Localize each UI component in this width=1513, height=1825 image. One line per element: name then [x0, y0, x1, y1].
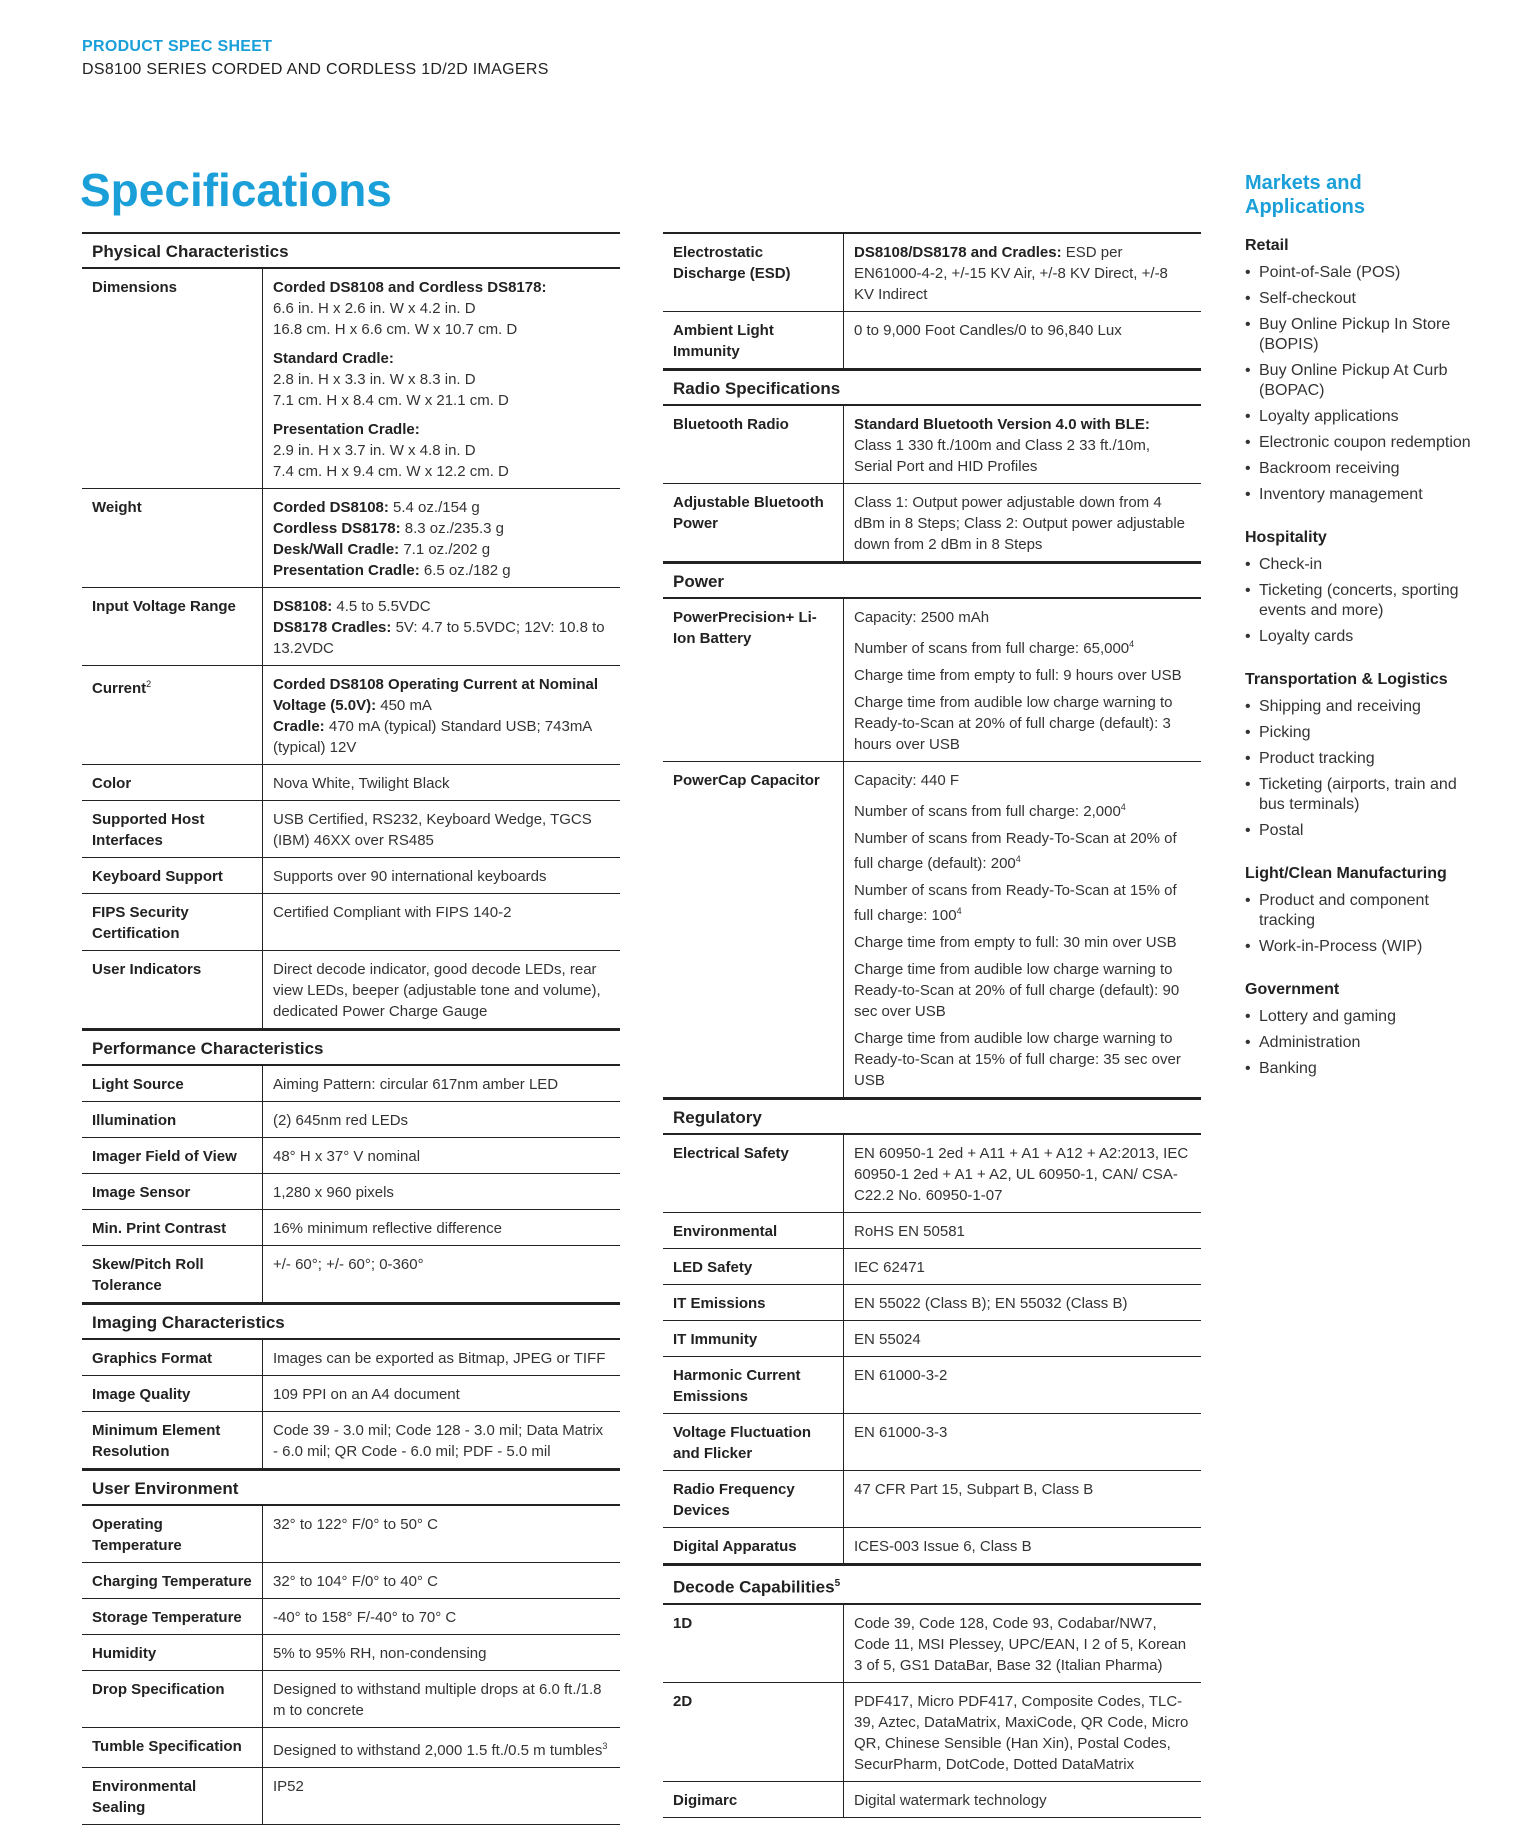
spec-row-keyboard	[82, 858, 620, 894]
market-list	[1245, 891, 1475, 957]
spec-label: Keyboard Support	[82, 858, 263, 893]
sidebar-groups	[1245, 235, 1475, 1079]
spec-row-dimensions	[82, 269, 620, 489]
market-item: • Check-in	[1245, 555, 1475, 575]
spec-label: Adjustable Bluetooth Power	[663, 484, 844, 561]
market-item: • Product and component tracking	[1245, 891, 1475, 931]
spec-row-fips	[82, 894, 620, 951]
market-item: • Lottery and gaming	[1245, 1007, 1475, 1027]
environment-heading: User Environment	[82, 1469, 620, 1506]
header-subtitle: DS8100 SERIES CORDED AND CORDLESS 1D/2D IMAGERS	[82, 61, 549, 78]
spec-row	[663, 1683, 1201, 1782]
spec-label: Graphics Format	[82, 1340, 263, 1375]
spec-row-esd	[663, 232, 1201, 312]
current-value: 470 mA (typical) Standard USB; 743mA (typical) 12V	[273, 718, 592, 756]
market-item: • Banking	[1245, 1059, 1475, 1079]
spec-label: Input Voltage Range	[82, 588, 263, 665]
market-item: • Inventory management	[1245, 485, 1475, 505]
dimension-line: 7.4 cm. H x 9.4 cm. W x 12.2 cm. D	[273, 463, 509, 480]
spec-label: Imager Field of View	[82, 1138, 263, 1173]
spec-label: PowerPrecision+ Li-Ion Battery	[663, 599, 844, 761]
current-value: 450 mA	[376, 697, 432, 714]
spec-label: Dimensions	[82, 269, 263, 488]
spec-label: Bluetooth Radio	[663, 406, 844, 483]
spec-label: Ambient Light Immunity	[663, 312, 844, 368]
capacitor-line: Charge time from audible low charge warning to Ready-to-Scan at 15% of full charge: 35 sec over USB	[854, 1030, 1181, 1089]
spec-row	[663, 1471, 1201, 1528]
market-item: • Electronic coupon redemption	[1245, 433, 1475, 453]
spec-label: IT Immunity	[663, 1321, 844, 1356]
spec-label: IT Emissions	[663, 1285, 844, 1320]
spec-label: Light Source	[82, 1066, 263, 1101]
current-key: Cradle:	[273, 718, 325, 735]
spec-value: Nova White, Twilight Black	[273, 775, 450, 792]
spec-row	[663, 1605, 1201, 1683]
market-group	[1245, 527, 1475, 647]
spec-value: -40° to 158° F/-40° to 70° C	[273, 1609, 457, 1626]
spec-row	[82, 1210, 620, 1246]
spec-label: Skew/Pitch Roll Tolerance	[82, 1246, 263, 1302]
market-group	[1245, 979, 1475, 1079]
spec-value: RoHS EN 50581	[854, 1223, 965, 1240]
spec-row	[82, 1246, 620, 1303]
spec-value: IEC 62471	[854, 1259, 925, 1276]
capacitor-line: Charge time from empty to full: 30 min over USB	[854, 934, 1177, 951]
spec-value: EN 55024	[854, 1331, 921, 1348]
spec-row	[663, 1782, 1201, 1818]
performance-heading: Performance Characteristics	[82, 1029, 620, 1066]
spec-value: 32° to 104° F/0° to 40° C	[273, 1573, 438, 1590]
bluetooth-key: Standard Bluetooth Version 4.0 with BLE:	[854, 416, 1150, 433]
spec-value: 109 PPI on an A4 document	[273, 1386, 460, 1403]
spec-row-battery	[663, 599, 1201, 762]
dimension-line: 16.8 cm. H x 6.6 cm. W x 10.7 cm. D	[273, 321, 518, 338]
spec-value	[844, 762, 1201, 1097]
spec-value: EN 61000-3-3	[854, 1424, 948, 1441]
market-group	[1245, 235, 1475, 505]
spec-label: LED Safety	[663, 1249, 844, 1284]
spec-value: Code 39 - 3.0 mil; Code 128 - 3.0 mil; Data Matrix - 6.0 mil; QR Code - 6.0 mil; PDF - 5.0 mil	[273, 1422, 604, 1460]
dimension-heading: Corded DS8108 and Cordless DS8178:	[273, 279, 547, 296]
spec-row	[663, 1213, 1201, 1249]
spec-row	[663, 1528, 1201, 1564]
sidebar-title-line: Markets and	[1245, 172, 1362, 194]
spec-row	[82, 1671, 620, 1728]
market-item: • Buy Online Pickup At Curb (BOPAC)	[1245, 361, 1475, 401]
spec-row-host	[82, 801, 620, 858]
spec-label: 2D	[663, 1683, 844, 1781]
left-column	[82, 232, 620, 1825]
spec-value: 5% to 95% RH, non-condensing	[273, 1645, 487, 1662]
market-item: • Product tracking	[1245, 749, 1475, 769]
market-group	[1245, 863, 1475, 957]
dimension-line: 2.8 in. H x 3.3 in. W x 8.3 in. D	[273, 371, 476, 388]
imaging-heading: Imaging Characteristics	[82, 1303, 620, 1340]
spec-row	[663, 1414, 1201, 1471]
capacitor-line: Charge time from audible low charge warning to Ready-to-Scan at 20% of full charge (default): 90 sec over USB	[854, 961, 1180, 1020]
spec-label	[82, 666, 263, 764]
market-item: • Picking	[1245, 723, 1475, 743]
spec-value	[844, 234, 1201, 311]
spec-value: 32° to 122° F/0° to 50° C	[273, 1516, 438, 1533]
spec-row-bluetooth	[663, 406, 1201, 484]
market-group-heading: Hospitality	[1245, 529, 1327, 546]
spec-value: Direct decode indicator, good decode LEDs, rear view LEDs, beeper (adjustable tone and volume), dedicated Power Charge Gauge	[273, 961, 601, 1020]
market-item: • Loyalty applications	[1245, 407, 1475, 427]
market-item: • Self-checkout	[1245, 289, 1475, 309]
spec-row-voltage	[82, 588, 620, 666]
esd-value: ESD per EN61000-4-2, +/-15 KV Air, +/-8 KV Direct, +/-8 KV Indirect	[854, 244, 1168, 303]
esd-key: DS8108/DS8178 and Cradles:	[854, 244, 1062, 261]
spec-value: Code 39, Code 128, Code 93, Codabar/NW7, Code 11, MSI Plessey, UPC/EAN, I 2 of 5, Korean 3 of 5, GS1 DataBar, Base 32 (Italian Pharma)	[854, 1614, 1187, 1674]
market-list	[1245, 555, 1475, 647]
spec-label: Operating Temperature	[82, 1506, 263, 1562]
dimension-line: 6.6 in. H x 2.6 in. W x 4.2 in. D	[273, 300, 476, 317]
capacitor-line: Number of scans from Ready-To-Scan at 20% of full charge (default): 200	[854, 830, 1177, 872]
spec-row	[82, 1138, 620, 1174]
market-group	[1245, 669, 1475, 841]
header-label: PRODUCT SPEC SHEET	[82, 38, 273, 55]
spec-row	[663, 1249, 1201, 1285]
spec-row	[82, 1563, 620, 1599]
spec-row	[663, 1285, 1201, 1321]
spec-label: Color	[82, 765, 263, 800]
spec-value: (2) 645nm red LEDs	[273, 1112, 409, 1129]
spec-label: Digital Apparatus	[663, 1528, 844, 1563]
voltage-key: DS8108:	[273, 598, 333, 615]
spec-value: PDF417, Micro PDF417, Composite Codes, TLC-39, Aztec, DataMatrix, MaxiCode, QR Code, Micro QR, Chinese Sensible (Han Xin), Postal Codes, SecurPharm, DotCode, Dotted DataMatrix	[854, 1692, 1189, 1773]
power-heading: Power	[663, 562, 1201, 599]
capacitor-line: Capacity: 440 F	[854, 772, 960, 789]
market-item: • Work-in-Process (WIP)	[1245, 937, 1475, 957]
spec-value: 1,280 x 960 pixels	[273, 1184, 394, 1201]
market-group-heading: Light/Clean Manufacturing	[1245, 865, 1447, 882]
spec-label: Electrostatic Discharge (ESD)	[663, 234, 844, 311]
spec-row	[82, 1635, 620, 1671]
voltage-value: 4.5 to 5.5VDC	[332, 598, 431, 615]
spec-value: 48° H x 37° V nominal	[273, 1148, 421, 1165]
weight-key: Cordless DS8178:	[273, 520, 401, 537]
spec-label: Storage Temperature	[82, 1599, 263, 1634]
spec-label: Digimarc	[663, 1782, 844, 1817]
footnote-marker: 4	[1015, 854, 1021, 864]
markets-sidebar	[1245, 171, 1475, 1101]
spec-row-tumble	[82, 1728, 620, 1768]
radio-heading: Radio Specifications	[663, 369, 1201, 406]
dimension-heading: Standard Cradle:	[273, 350, 394, 367]
market-item: • Loyalty cards	[1245, 627, 1475, 647]
weight-value: 5.4 oz./154 g	[388, 499, 480, 516]
spec-value: IP52	[273, 1778, 304, 1795]
spec-value: Certified Compliant with FIPS 140-2	[273, 904, 512, 921]
spec-value: Digital watermark technology	[854, 1791, 1047, 1809]
decode-heading-text: Decode Capabilities	[673, 1577, 835, 1597]
spec-label: Minimum Element Resolution	[82, 1412, 263, 1468]
market-group-heading: Transportation & Logistics	[1245, 671, 1448, 688]
market-item: • Buy Online Pickup In Store (BOPIS)	[1245, 315, 1475, 355]
footnote-marker: 4	[1129, 639, 1135, 649]
spec-value: 0 to 9,000 Foot Candles/0 to 96,840 Lux	[854, 322, 1122, 339]
spec-row	[82, 1412, 620, 1469]
weight-value: 6.5 oz./182 g	[419, 562, 511, 579]
market-item: • Point-of-Sale (POS)	[1245, 263, 1475, 283]
spec-row-indicators	[82, 951, 620, 1029]
page-title: Specifications	[80, 164, 392, 216]
sidebar-title	[1245, 171, 1475, 219]
spec-label: Humidity	[82, 1635, 263, 1670]
spec-row	[82, 1340, 620, 1376]
battery-line: Capacity: 2500 mAh	[854, 609, 990, 626]
spec-label: Environmental	[663, 1213, 844, 1248]
spec-label: Illumination	[82, 1102, 263, 1137]
regulatory-heading: Regulatory	[663, 1098, 1201, 1135]
middle-column	[663, 232, 1201, 1818]
spec-row-current	[82, 666, 620, 765]
spec-value: 16% minimum reflective difference	[273, 1220, 502, 1237]
weight-key: Desk/Wall Cradle:	[273, 541, 400, 558]
footnote-marker: 2	[146, 679, 152, 689]
spec-row	[663, 1135, 1201, 1213]
physical-heading: Physical Characteristics	[82, 232, 620, 269]
spec-row	[663, 1321, 1201, 1357]
market-group-heading: Government	[1245, 981, 1340, 998]
spec-row-weight	[82, 489, 620, 588]
spec-value: ICES-003 Issue 6, Class B	[854, 1538, 1032, 1555]
voltage-key: DS8178 Cradles:	[273, 619, 392, 636]
market-item: • Shipping and receiving	[1245, 697, 1475, 717]
battery-line: Charge time from audible low charge warning to Ready-to-Scan at 20% of full charge (default): 3 hours over USB	[854, 694, 1173, 753]
spec-label: Radio Frequency Devices	[663, 1471, 844, 1527]
spec-value	[844, 599, 1201, 761]
spec-label: PowerCap Capacitor	[663, 762, 844, 1097]
spec-row-bt-power	[663, 484, 1201, 562]
spec-label: User Indicators	[82, 951, 263, 1028]
spec-label: Harmonic Current Emissions	[663, 1357, 844, 1413]
spec-label: Voltage Fluctuation and Flicker	[663, 1414, 844, 1470]
spec-label: Electrical Safety	[663, 1135, 844, 1212]
spec-value: Designed to withstand multiple drops at 6.0 ft./1.8 m to concrete	[273, 1681, 602, 1719]
footnote-marker: 4	[1120, 802, 1126, 812]
footnote-marker: 4	[956, 906, 962, 916]
spec-value: EN 61000-3-2	[854, 1367, 948, 1384]
battery-line: Number of scans from full charge: 65,000	[854, 640, 1130, 657]
dimension-heading: Presentation Cradle:	[273, 421, 420, 438]
spec-label: Environmental Sealing	[82, 1768, 263, 1824]
voltage-value: 5V: 4.7 to 5.5VDC; 12V: 10.8 to 13.2VDC	[273, 619, 605, 657]
spec-value	[263, 489, 620, 587]
market-item: • Ticketing (airports, train and bus terminals)	[1245, 775, 1475, 815]
weight-key: Presentation Cradle:	[273, 562, 420, 579]
current-key: Corded DS8108 Operating Current at Nominal Voltage (5.0V):	[273, 676, 599, 714]
footnote-marker: 3	[602, 1741, 608, 1751]
bluetooth-value: Class 1 330 ft./100m and Class 2 33 ft./10m, Serial Port and HID Profiles	[854, 437, 1150, 475]
battery-line: Charge time from empty to full: 9 hours over USB	[854, 667, 1182, 684]
market-list	[1245, 1007, 1475, 1079]
market-list	[1245, 697, 1475, 841]
spec-label: Image Sensor	[82, 1174, 263, 1209]
spec-row-powercap	[663, 762, 1201, 1098]
spec-value: 47 CFR Part 15, Subpart B, Class B	[854, 1481, 1094, 1498]
spec-label: Min. Print Contrast	[82, 1210, 263, 1245]
spec-label: Charging Temperature	[82, 1563, 263, 1598]
market-item: • Backroom receiving	[1245, 459, 1475, 479]
spec-label: FIPS Security Certification	[82, 894, 263, 950]
market-item: • Ticketing (concerts, sporting events and more)	[1245, 581, 1475, 621]
spec-label: Drop Specification	[82, 1671, 263, 1727]
spec-value: EN 55022 (Class B); EN 55032 (Class B)	[854, 1295, 1128, 1312]
decode-heading	[663, 1564, 1201, 1605]
capacitor-line: Number of scans from Ready-To-Scan at 15% of full charge: 100	[854, 882, 1177, 924]
spec-row-color	[82, 765, 620, 801]
spec-value: USB Certified, RS232, Keyboard Wedge, TGCS (IBM) 46XX over RS485	[273, 811, 592, 849]
footnote-marker: 5	[834, 1578, 841, 1589]
spec-label: Tumble Specification	[82, 1728, 263, 1767]
weight-value: 8.3 oz./235.3 g	[400, 520, 504, 537]
weight-key: Corded DS8108:	[273, 499, 389, 516]
spec-value	[844, 406, 1201, 483]
spec-value: Aiming Pattern: circular 617nm amber LED	[273, 1076, 559, 1093]
spec-row-sealing	[82, 1768, 620, 1825]
spec-label: 1D	[663, 1605, 844, 1682]
spec-value: Class 1: Output power adjustable down from 4 dBm in 8 Steps; Class 2: Output power adjustable down from 2 dBm in 8 Steps	[854, 494, 1186, 553]
market-item: • Postal	[1245, 821, 1475, 841]
spec-value	[263, 588, 620, 665]
spec-label: Weight	[82, 489, 263, 587]
spec-value	[263, 269, 620, 488]
spec-value: Supports over 90 international keyboards	[273, 868, 547, 885]
dimension-line: 7.1 cm. H x 8.4 cm. W x 21.1 cm. D	[273, 392, 509, 409]
weight-value: 7.1 oz./202 g	[399, 541, 491, 558]
market-list	[1245, 263, 1475, 505]
spec-row	[82, 1174, 620, 1210]
dimension-line: 2.9 in. H x 3.7 in. W x 4.8 in. D	[273, 442, 476, 459]
spec-row	[82, 1376, 620, 1412]
spec-value: Images can be exported as Bitmap, JPEG or TIFF	[273, 1350, 606, 1367]
spec-value: EN 60950-1 2ed + A11 + A1 + A12 + A2:2013, IEC 60950-1 2ed + A1 + A2, UL 60950-1, CAN/ CSA-C22.2 No. 60950-1-07	[854, 1145, 1189, 1204]
spec-value	[263, 666, 620, 764]
capacitor-line: Number of scans from full charge: 2,000	[854, 803, 1121, 820]
spec-row	[82, 1599, 620, 1635]
spec-row	[663, 1357, 1201, 1414]
spec-label: Supported Host Interfaces	[82, 801, 263, 857]
spec-row	[82, 1506, 620, 1563]
spec-value: +/- 60°; +/- 60°; 0-360°	[273, 1256, 424, 1273]
tumble-value: Designed to withstand 2,000 1.5 ft./0.5 m tumbles	[273, 1742, 603, 1759]
spec-label: Image Quality	[82, 1376, 263, 1411]
spec-value	[263, 1728, 620, 1767]
spec-row-ambient	[663, 312, 1201, 369]
spec-row	[82, 1102, 620, 1138]
current-label: Current	[92, 680, 147, 697]
market-group-heading: Retail	[1245, 237, 1289, 254]
market-item: • Administration	[1245, 1033, 1475, 1053]
spec-row	[82, 1066, 620, 1102]
sidebar-title-line: Applications	[1245, 196, 1366, 218]
